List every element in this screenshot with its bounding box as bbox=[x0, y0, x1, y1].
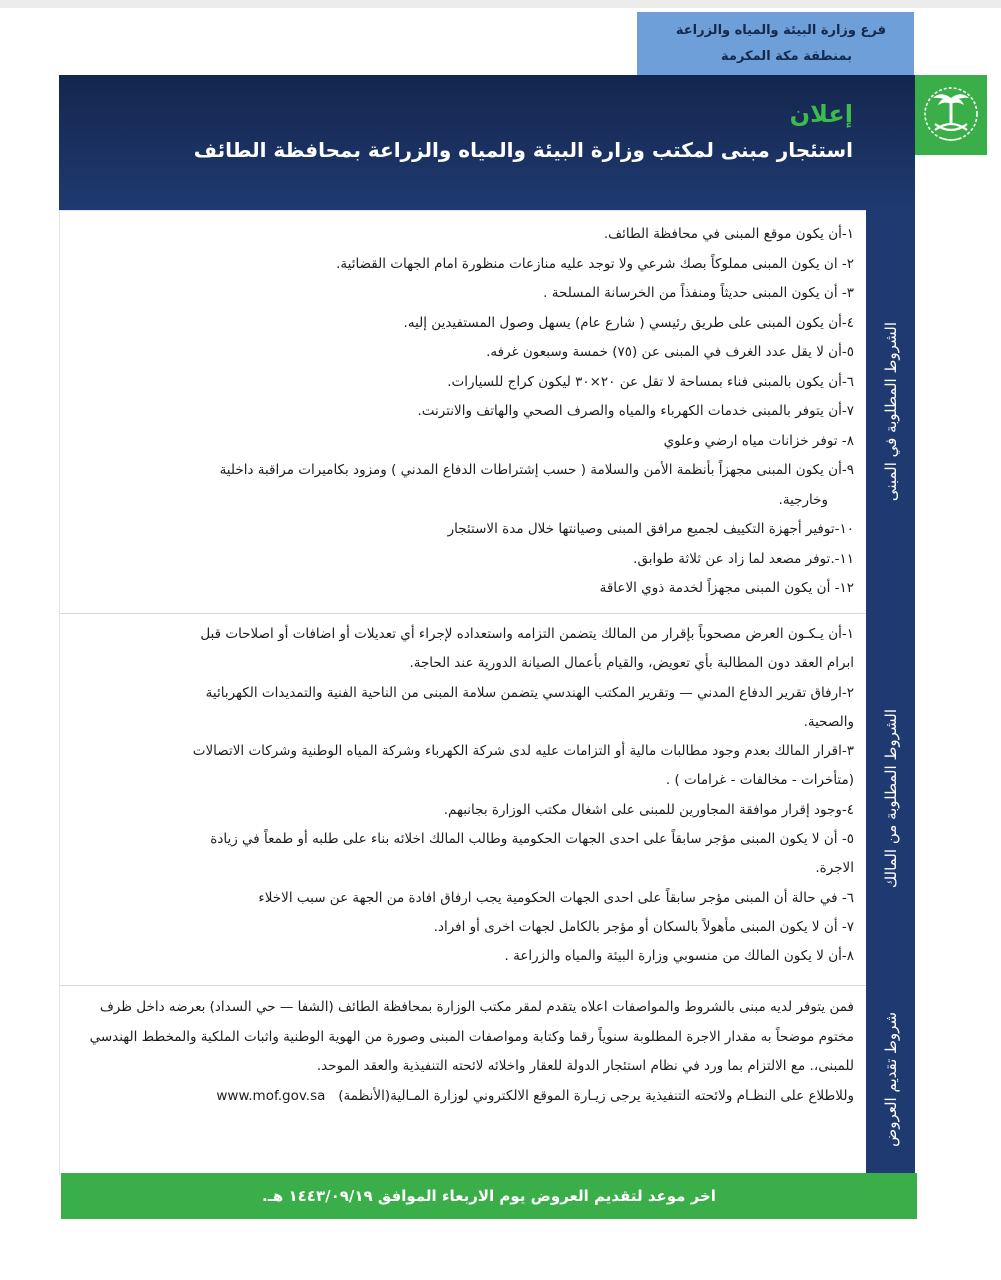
owner-requirements bbox=[66, 620, 860, 972]
list-item: ١١-.توفر مصعد لما زاد عن ثلاثة طوابق. bbox=[633, 550, 854, 567]
deadline-banner: اخر موعد لتقديم العروض يوم الاربعاء الموافق ١٤٤٣/٠٩/١٩ هـ. bbox=[61, 1173, 917, 1219]
list-item-continuation: (متأخرات - مخالفات - غرامات ) . bbox=[665, 772, 854, 789]
list-item: ١-أن يـكـون العرض مصحوباً بإقرار من المالك يتضمن التزامه واستعداده لإجراء أي تعديلات أو اضافات أو اصلاحات قبل bbox=[200, 626, 854, 642]
palm-swords-emblem-icon bbox=[923, 84, 979, 146]
top-strip bbox=[0, 0, 1001, 8]
branch-line-2: بمنطقة مكة المكرمة bbox=[721, 49, 852, 64]
list-item: ٧-أن يتوفر بالمبنى خدمات الكهرباء والمياه والصرف الصحي والهاتف والانترنت. bbox=[417, 403, 854, 419]
list-item: ١-أن يكون موقع المبنى في محافظة الطائف. bbox=[603, 226, 854, 242]
building-requirements bbox=[66, 220, 860, 604]
list-item: ٣- أن يكون المبنى حديثاً ومنفذاً من الخرسانة المسلحة . bbox=[543, 285, 854, 301]
branch-label bbox=[637, 12, 914, 75]
list-item: ٨- توفر خزانات مياه ارضي وعلوي bbox=[663, 432, 854, 449]
section-divider bbox=[59, 613, 866, 614]
section-bar-owner bbox=[866, 613, 915, 985]
notice-title: إعلان bbox=[789, 100, 853, 128]
list-item: ٥-أن لا يقل عدد الغرف في المبنى عن (٧٥) خمسة وسبعون غرفه. bbox=[486, 344, 854, 360]
list-item-continuation: والصحية. bbox=[803, 713, 854, 730]
list-item-continuation: وخارجية. bbox=[778, 491, 828, 508]
section-bar-building bbox=[866, 210, 915, 613]
list-item-continuation: ابرام العقد دون المطالبة بأي تعويض، والقيام بأعمال الصيانة الدورية عند الحاجة. bbox=[409, 655, 854, 672]
list-item: ٤-أن يكون المبنى على طريق رئيسي ( شارع عام) يسهل وصول المستفيدين إليه. bbox=[403, 314, 854, 331]
announcement-header bbox=[59, 75, 915, 210]
regulations-note bbox=[66, 1082, 854, 1112]
ministry-logo bbox=[915, 75, 987, 155]
list-item: ١٠-توفير أجهزة التكييف لجميع مرافق المبنى وصيانتها خلال مدة الاستئجار bbox=[447, 521, 854, 537]
section-divider bbox=[59, 985, 866, 986]
list-item: ٣-اقرار المالك بعدم وجود مطالبات مالية أو التزامات عليه لدى شركة الكهرباء وشركة المياه الوطنية وشركات الاتصالات bbox=[192, 743, 854, 760]
announcement-headline: استئجار مبنى لمكتب وزارة البيئة والمياه والزراعة بمحافظة الطائف bbox=[193, 138, 853, 162]
branch-line-1: فرع وزارة البيئة والمياه والزراعة bbox=[675, 23, 886, 38]
list-item: ٦- في حالة أن المبنى مؤجر سابقاً على احدى الجهات الحكومية يجب ارفاق افادة من الجهة عن سبب الاخلاء bbox=[258, 889, 854, 906]
section-title-owner: الشروط المطلوبة من المالك bbox=[881, 709, 900, 889]
list-item: ٤-وجود إقرار موافقة المجاورين للمبنى على اشغال مكتب الوزارة بجانبهم. bbox=[443, 801, 854, 818]
list-item: ٨-أن لا يكون المالك من منسوبي وزارة البيئة والمياه والزراعة . bbox=[504, 948, 854, 965]
list-item: ٩-أن يكون المبنى مجهزاً بأنظمة الأمن والسلامة ( حسب إشتراطات الدفاع المدني ) ومزود بكاميرات مراقبة داخلية bbox=[219, 462, 854, 478]
section-title-building: الشروط المطلوبة في المبنى bbox=[881, 321, 900, 502]
regulations-text: وللاطلاع على النظـام ولائحته التنفيذية يرجى زيـارة الموقع الالكتروني لوزارة المـالية(الأنظمة) bbox=[338, 1087, 854, 1104]
list-item: ٦-أن يكون بالمبنى فناء بمساحة لا تقل عن ٢٠×٣٠ ليكون كراج للسيارات. bbox=[447, 373, 854, 390]
offer-submission bbox=[66, 993, 860, 1111]
list-item: ٢-ارفاق تقرير الدفاع المدني — وتقرير المكتب الهندسي يتضمن سلامة المبنى من الناحية الفنية والتمديدات الكهربائية bbox=[205, 684, 854, 701]
list-item: ١٢- أن يكون المبنى مجهزاً لخدمة ذوي الاعاقة bbox=[599, 580, 854, 596]
list-item: ٢- ان يكون المبنى مملوكاً بصك شرعي ولا توجد عليه منازعات منظورة امام الجهات القضائية. bbox=[336, 255, 854, 272]
mof-website-link[interactable]: www.mof.gov.sa bbox=[216, 1087, 326, 1104]
section-bar-offers bbox=[866, 985, 915, 1173]
offer-paragraph: فمن يتوفر لديه مبنى بالشروط والمواصفات اعلاه يتقدم لمقر مكتب الوزارة بمحافظة الطائف (الشفا — حي السداد) بعرضه داخل ظرف مختوم موضحاً به مقدار الاجرة المطلوبة سنوياً رقما وكتابة ومواصفات المبنى وصورة من الهوية الوطنية واثبات الملكية والمخطط الهندسي للمبنى،. مع الالتزام بما ورد في نظام استئجار الدولة للعقار واخلائه لائحته التنفيذية والعقد الموحد. bbox=[89, 999, 854, 1074]
list-item-continuation: الاجرة. bbox=[815, 860, 854, 877]
list-item: ٥- أن لا يكون المبنى مؤجر سابقاً على احدى الجهات الحكومية وطالب المالك اخلائه بناء على طلبه أو طمعاً في زيادة bbox=[210, 831, 854, 848]
section-title-offers: شروط تقديم العروض bbox=[881, 1011, 900, 1147]
list-item: ٧- أن لا يكون المبنى مأهولاً بالسكان أو مؤجر بالكامل لجهات اخرى أو افراد. bbox=[433, 918, 854, 935]
